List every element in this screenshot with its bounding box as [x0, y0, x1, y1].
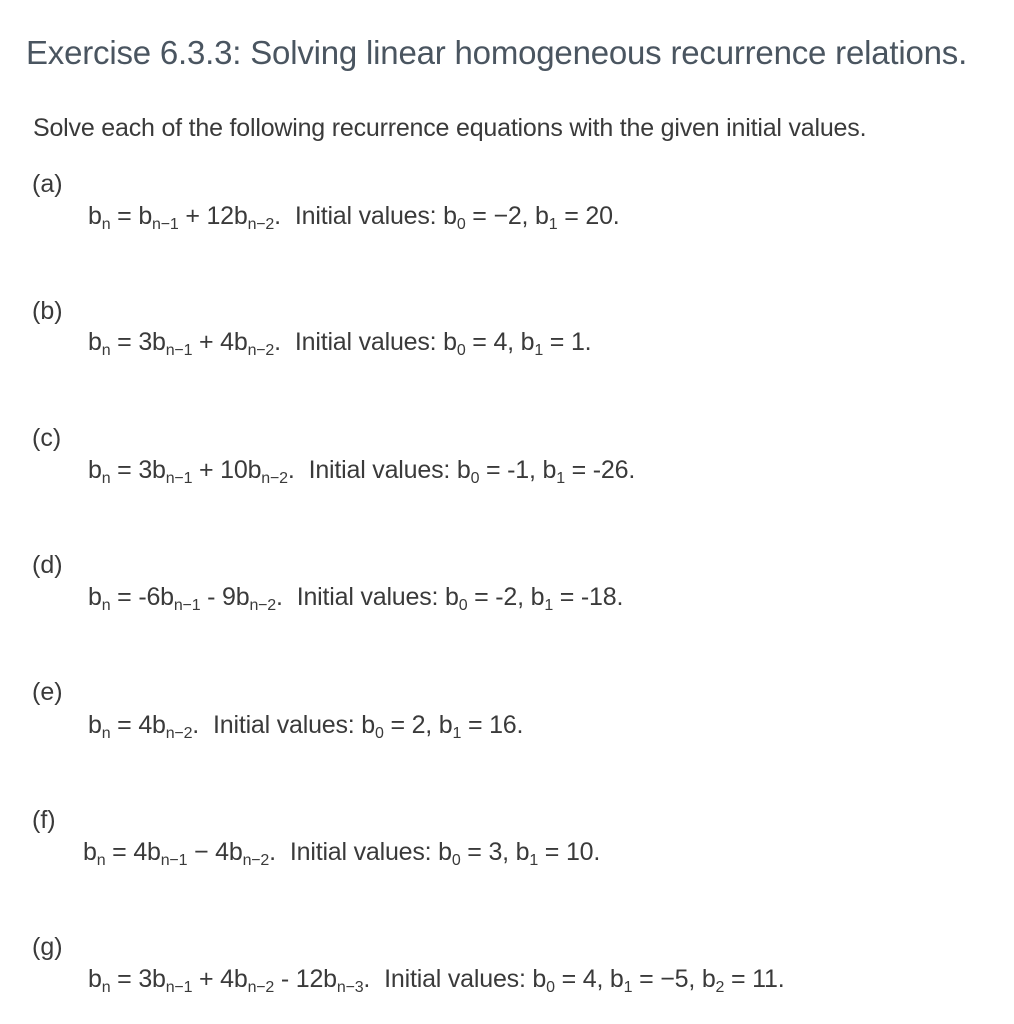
part-b-recurrence: $b_n = 3b_{n-1} + 4b_{n-2}$. [88, 328, 281, 359]
part-f-label: (f) [32, 806, 56, 834]
part-b-initial-values: Initial values: $b_0 = 4$, $b_1 = 1$. [294, 328, 592, 359]
page-title: Exercise 6.3.3: Solving linear homogeneous recurrence relations. [26, 34, 968, 71]
part-a-initial-values: Initial values: $b_0 = -2$, $b_1 = 20$. [294, 202, 620, 233]
part-g-equation [88, 965, 784, 994]
part-d-initial-values: Initial values: $b_0 = -2$, $b_1 = -18$. [296, 583, 624, 614]
part-a-recurrence: $b_n = b_{n-1} + 12b_{n-2}$. [88, 202, 281, 233]
part-b-label: (b) [32, 297, 63, 325]
part-f-recurrence: $b_n = 4b_{n-1} - 4b_{n-2}$. [83, 838, 276, 869]
part-c-recurrence: $b_n = 3b_{n-1} + 10b_{n-2}$. [88, 456, 295, 487]
part-e-recurrence: $b_n = 4b_{n-2}$. [88, 711, 200, 742]
part-c-initial-values: Initial values: $b_0 = -1$, $b_1 = -26$. [308, 456, 636, 487]
part-c-equation [88, 456, 635, 485]
part-g-label: (g) [32, 933, 63, 961]
part-d-recurrence: $b_n = -6b_{n-1} - 9b_{n-2}$. [88, 583, 283, 614]
part-d-label: (d) [32, 551, 63, 579]
part-g-initial-values: Initial values: $b_0 = 4$, $b_1 = -5$, $b_2 = 11$. [384, 965, 785, 996]
exercise-instructions: Solve each of the following recurrence equations with the given initial values. [33, 114, 867, 142]
part-g-recurrence: $b_n = 3b_{n-1} + 4b_{n-2} - 12b_{n-3}$. [88, 965, 371, 996]
part-c-label: (c) [32, 424, 62, 452]
part-a-equation [88, 202, 620, 231]
part-e-equation [88, 711, 523, 740]
part-f-initial-values: Initial values: $b_0 = 3$, $b_1 = 10$. [289, 838, 601, 869]
part-e-initial-values: Initial values: $b_0 = 2$, $b_1 = 16$. [213, 711, 524, 742]
part-b-equation [88, 328, 591, 357]
part-f-equation [83, 838, 600, 867]
part-d-equation [88, 583, 623, 612]
part-e-label: (e) [32, 678, 63, 706]
part-a-label: (a) [32, 170, 63, 198]
